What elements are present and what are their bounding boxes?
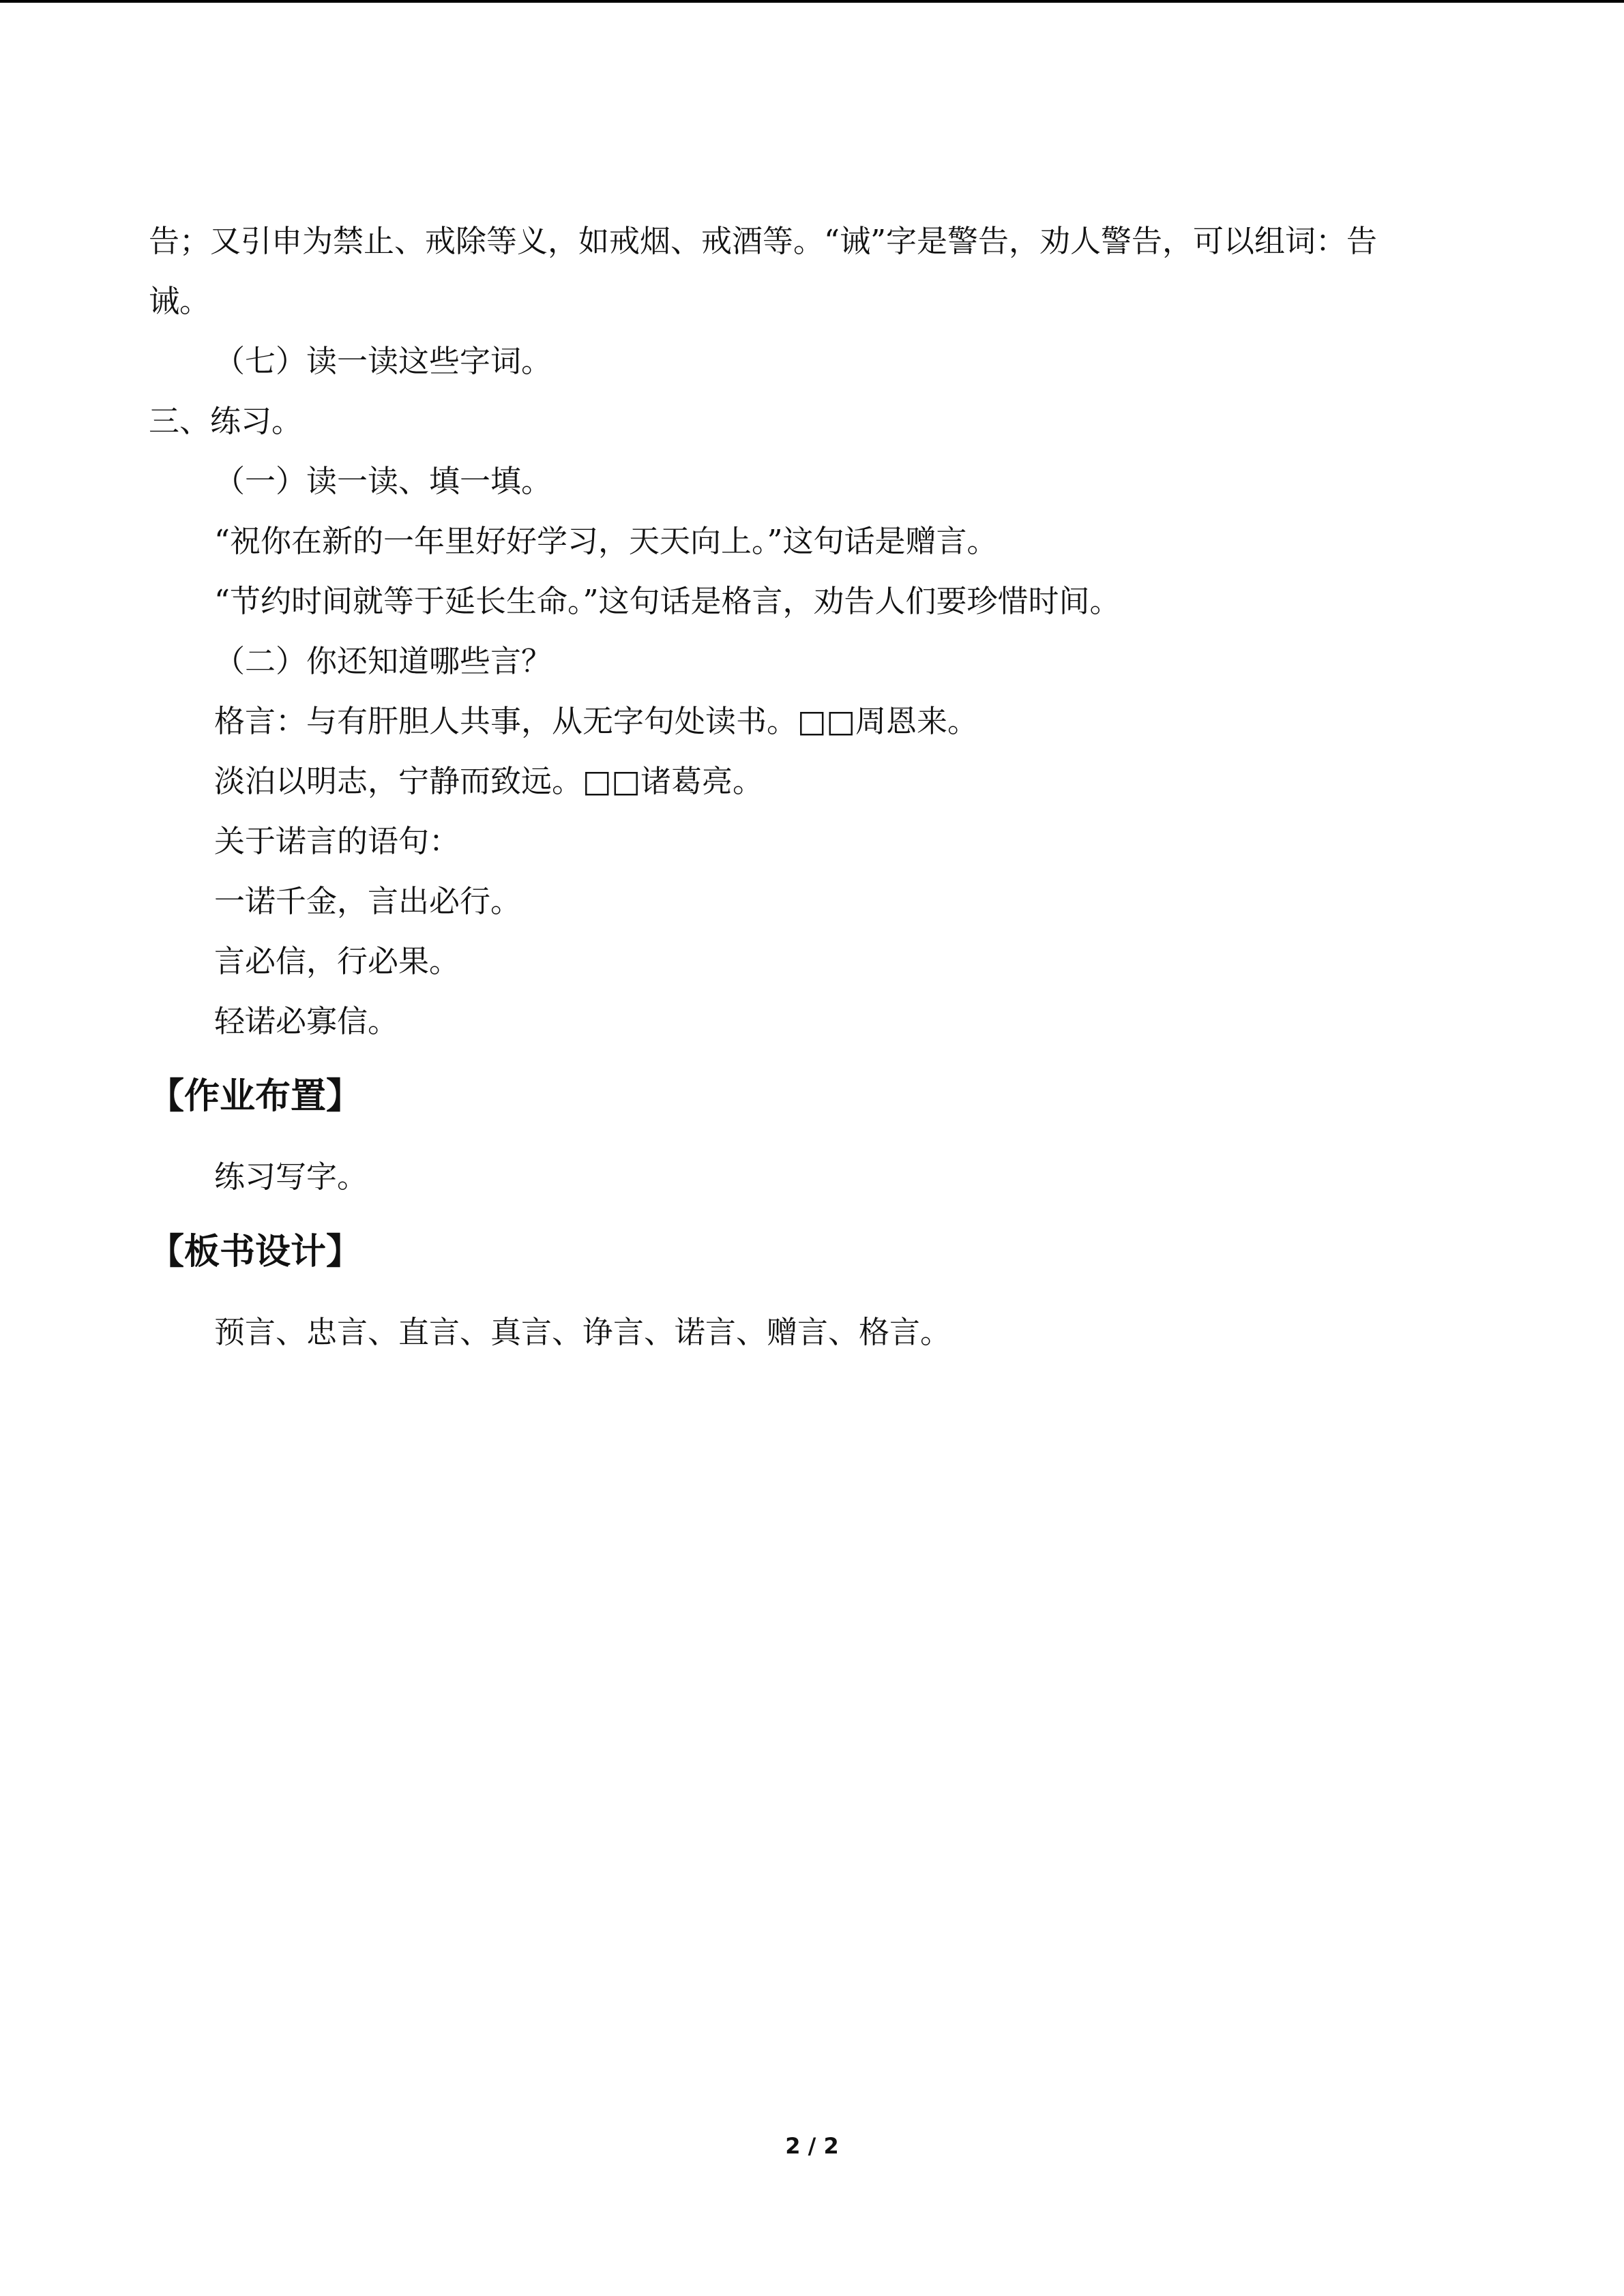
- exercise-one-line-1: “祝你在新的一年里好好学习，天天向上。”这句话是赠言。: [214, 523, 998, 559]
- maxim-line-1: 格言：与有肝胆人共事，从无字句处读书。□□周恩来。: [214, 703, 979, 739]
- homework-text: 练习写字。: [214, 1159, 368, 1195]
- homework-heading: 【作业布置】: [149, 1076, 362, 1117]
- promise-line-1: 一诺千金，言出必行。: [214, 883, 522, 919]
- board-design-heading: 【板书设计】: [149, 1232, 362, 1272]
- item-seven: （七）读一读这些字词。: [214, 343, 552, 379]
- exercise-one-title: （一）读一读、填一填。: [214, 463, 552, 499]
- section-three-title: 三、练习。: [149, 403, 303, 439]
- maxim-line-2: 淡泊以明志，宁静而致远。□□诸葛亮。: [214, 763, 764, 799]
- exercise-one-line-2: “节约时间就等于延长生命。”这句话是格言，劝告人们要珍惜时间。: [214, 583, 1121, 619]
- document-body: [149, 211, 1479, 1362]
- exercise-two-title: （二）你还知道哪些言？: [214, 643, 552, 679]
- top-border-line: [0, 0, 1624, 3]
- board-design-text: 预言、忠言、直言、真言、诤言、诺言、赠言、格言。: [214, 1314, 951, 1350]
- promise-line-3: 轻诺必寡信。: [214, 1003, 399, 1039]
- continuation-line-2: 诫。: [149, 283, 211, 319]
- promise-intro: 关于诺言的语句：: [214, 823, 460, 859]
- page-number: 2 / 2: [785, 2133, 839, 2159]
- promise-line-2: 言必信，行必果。: [214, 943, 460, 979]
- continuation-line-1: 告；又引申为禁止、戒除等义，如戒烟、戒酒等。“诫”字是警告，劝人警告，可以组词：告: [149, 223, 1378, 259]
